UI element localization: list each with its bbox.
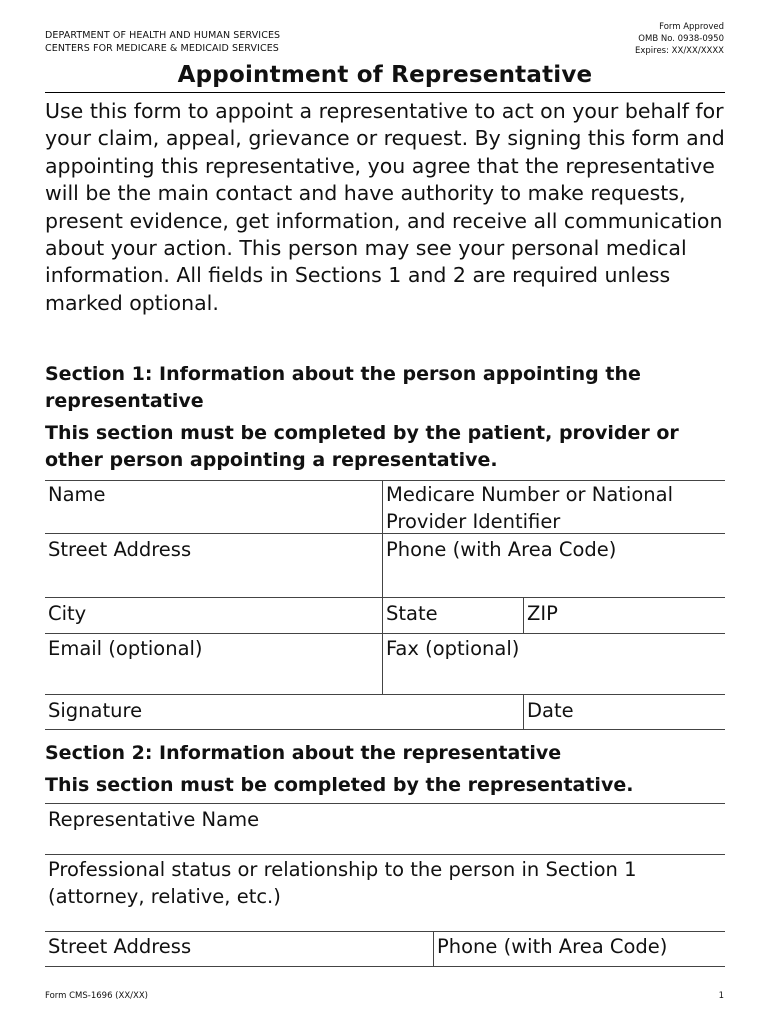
row-rule [45,854,725,855]
agency-header [45,29,280,55]
fax-field[interactable]: Fax (optional) [386,637,520,660]
representative-name-field[interactable]: Representative Name [48,808,260,831]
title-rule [45,92,725,93]
form-id: Form CMS-1696 (XX/XX) [45,991,148,1001]
city-field[interactable]: City [48,602,87,625]
section2-table-top-rule [45,803,725,804]
column-divider [382,480,383,694]
omb-number: OMB No. 0938-0950 [638,34,724,44]
street-address-field[interactable]: Street Address [48,538,192,561]
date-field[interactable]: Date [527,699,574,722]
section2-subheading: This section must be completed by the representative. [45,774,634,796]
row-rule [45,694,725,695]
page-number: 1 [718,991,724,1001]
signature-field[interactable]: Signature [48,699,143,722]
expiration-date: Expires: XX/XX/XXXX [634,46,724,56]
professional-status-field[interactable]: Professional status or relationship to the person in Section 1 (attorney, relative, etc.) [48,858,637,908]
department-name: DEPARTMENT OF HEALTH AND HUMAN SERVICES [45,30,281,41]
page-title: Appointment of Representative [177,62,593,88]
column-divider [523,694,524,729]
email-field[interactable]: Email (optional) [48,637,203,660]
omb-block [635,21,724,57]
rep-phone-field[interactable]: Phone (with Area Code) [437,935,668,958]
row-rule [45,966,725,967]
name-field[interactable]: Name [48,483,106,506]
row-rule [45,597,725,598]
state-field[interactable]: State [386,602,438,625]
medicare-number-field[interactable]: Medicare Number or National Provider Identifier [386,483,674,533]
section2-heading: Section 2: Information about the representative [45,742,562,764]
section1-subheading: This section must be completed by the patient, provider or other person appointing a representative. [45,422,679,471]
zip-field[interactable]: ZIP [527,602,558,625]
column-divider [433,931,434,966]
row-rule [45,633,725,634]
rep-street-address-field[interactable]: Street Address [48,935,192,958]
intro-paragraph: Use this form to appoint a representative to act on your behalf for your claim, appeal, grievance or request. By signing this form and appointing this representative, you agree that the representative will be the main contact and have authority to make requests, present evidence, get information, and receive all communication about your action. This person may see your personal medical information. All fields in Sections 1 and 2 are required unless marked optional. [45,99,725,315]
column-divider [523,597,524,633]
form-approved-label: Form Approved [659,22,724,32]
row-rule [45,729,725,730]
centers-name: CENTERS FOR MEDICARE & MEDICAID SERVICES [45,43,279,54]
phone-field[interactable]: Phone (with Area Code) [386,538,617,561]
row-rule [45,931,725,932]
section1-heading: Section 1: Information about the person appointing the representative [45,363,641,412]
